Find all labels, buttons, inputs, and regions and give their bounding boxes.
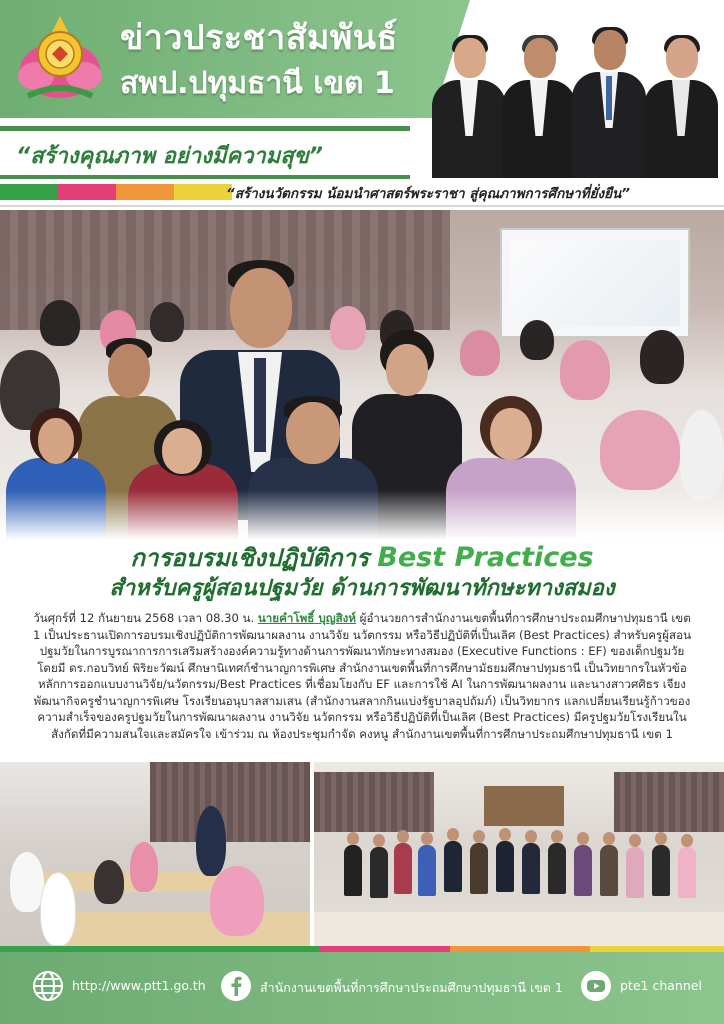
header-subtitle: สพป.ปทุมธานี เขต 1 (120, 66, 395, 101)
accent-yellow (174, 184, 232, 200)
headline-english: Best Practices (377, 542, 594, 573)
headline-thai: การอบรมเชิงปฏิบัติการ (130, 544, 369, 572)
footer-website-link[interactable]: http://www.ptt1.go.th (72, 978, 206, 993)
executive-photo (572, 30, 646, 178)
article-body (32, 610, 692, 742)
executive-photo (432, 38, 506, 178)
header-title: ข่าวประชาสัมพันธ์ (120, 18, 398, 58)
slogan-sub: “สร้างนวัตกรรม น้อมนำศาสตร์พระราชา สู่คุณภาพการศึกษาที่ยั่งยืน” (226, 186, 630, 202)
slogan-main: “สร้างคุณภาพ อย่างมีความสุข” (16, 144, 323, 169)
globe-icon (32, 970, 64, 1002)
header-banner (0, 0, 724, 210)
divider (0, 205, 724, 207)
youtube-icon (580, 970, 612, 1002)
article-date: วันศุกร์ที่ 12 กันยายน 2568 เวลา 08.30 น. (33, 611, 255, 625)
accent-color-bar (0, 184, 232, 200)
divider (0, 126, 410, 131)
headline-line2: สำหรับครูผู้สอนปฐมวัย ด้านการพัฒนาทักษะทางสมอง (109, 576, 615, 601)
workshop-photo-left (0, 762, 310, 946)
accent-orange (116, 184, 174, 200)
group-photo-right (314, 762, 724, 946)
footer-youtube-link[interactable]: pte1 channel (620, 978, 702, 993)
main-event-photo (0, 210, 724, 540)
director-name: นายคำโพธิ์ บุญสิงห์ (257, 611, 356, 625)
footer-facebook-link[interactable]: สำนักงานเขตพื้นที่การศึกษาประถมศึกษาปทุมธานี เขต 1 (260, 980, 563, 995)
article-text: ผู้อำนวยการสำนักงานเขตพื้นที่การศึกษาประถมศึกษาปทุมธานี เขต 1 เป็นประธานเปิดการอบรมเชิงปฏิบัติการพัฒนาผลงาน งานวิจัย นวัตกรรม หรือวิธีปฏิบัติที่เป็นเลิศ (Best Practices) สำหรับครูผู้สอนปฐมวัยในการบูรณาการการเสริมสร้างองค์ความรู้ทางด้านการพัฒนาทักษะทางสมอง (Executive Functions : EF) ของเด็กปฐมวัย โดยมี ดร.กอบวิทย์ พิริยะวัฒน์ ศึกษานิเทศก์ชำนาญการพิเศษ สำนักงานเขตพื้นที่การศึกษามัธยมศึกษาปทุมธานี เป็นวิทยากรในหัวข้อ หลักการออกแบบงานวิจัย/นวัตกรรม/Best Practices ที่เชื่อมโยงกับ EF และการใช้ AI ในการพัฒนาผลงาน และนางสาวศศิธร เจียงพัฒนากิจครูชำนาญการพิเศษ โรงเรียนอนุบาลสามเสน (สำนักงานสลากกินแบ่งรัฐบาลอุปถัมภ์) เป็นวิทยากร แลกเปลี่ยนเรียนรู้ก้าวของความสำเร็จของครูปฐมวัยในการพัฒนาผลงาน งานวิจัย นวัตกรรม หรือวิธีปฏิบัติที่เป็นเลิศ (Best Practices) มีครูปฐมวัยโรงเรียนในสังกัดที่มีความสนใจและสมัครใจ เข้าร่วม ณ ห้องประชุมกำจัด คงหนู สำนักงานเขตพื้นที่การศึกษาประถมศึกษาปทุมธานี เขต 1 (32, 611, 692, 741)
divider (0, 175, 410, 179)
executive-photo (644, 38, 718, 178)
accent-pink (58, 184, 116, 200)
executive-photo (502, 38, 576, 178)
facebook-icon (220, 970, 252, 1002)
accent-green (0, 184, 58, 200)
obec-emblem-icon (14, 10, 106, 106)
